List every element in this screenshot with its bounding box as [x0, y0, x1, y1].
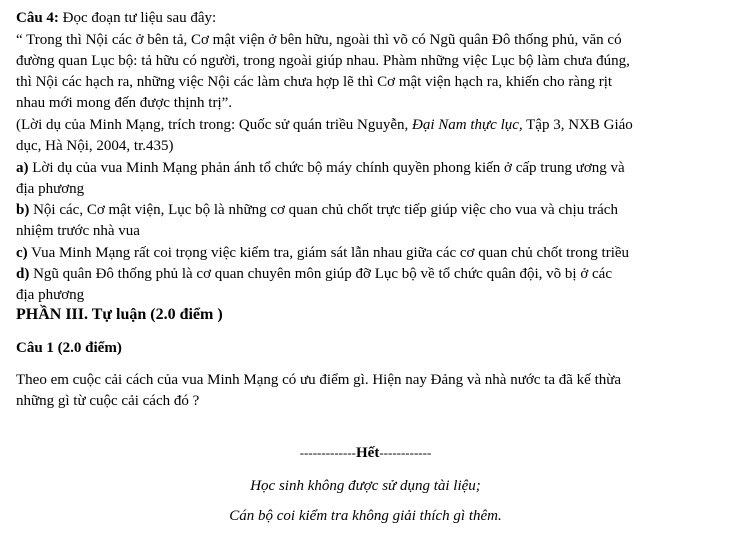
source-line-1 — [16, 116, 723, 134]
q1-text-line-2: những gì từ cuộc cải cách đó ? — [16, 393, 200, 409]
option-a — [16, 159, 723, 177]
option-d — [16, 265, 723, 283]
option-a-key: a) — [16, 160, 29, 176]
option-b-text: Nội các, Cơ mật viện, Lục bộ là những cơ quan chủ chốt trực tiếp giúp việc cho vua và chịu trách — [29, 202, 618, 218]
option-d-text: Ngũ quân Đô thống phủ là cơ quan chuyên môn giúp đỡ Lục bộ về tổ chức quân đội, võ bị ở các — [29, 266, 612, 282]
option-c-text: Vua Minh Mạng rất coi trọng việc kiểm tra, giám sát lẫn nhau giữa các cơ quan chủ chốt trong triều — [27, 245, 630, 261]
source-text-b: Tập 3, NXB Giáo — [522, 117, 633, 133]
q1-text-line-1: Theo em cuộc cải cách của vua Minh Mạng có ưu điểm gì. Hiện nay Đảng và nhà nước ta đã kế thừa — [16, 372, 622, 388]
quote-line-2: đường quan Lục bộ: tả hữu có người, trong ngoài giúp nhau. Phàm những việc Lục bộ làm chưa đúng, — [16, 53, 630, 69]
option-d-line-2: địa phương — [16, 287, 85, 303]
end-marker — [0, 444, 731, 462]
source-line-2: dục, Hà Nội, 2004, tr.435) — [16, 138, 174, 154]
quote-line-3: thì Nội các hạch ra, những việc Nội các làm chưa hợp lẽ thì Cơ mật viện hạch ra, khiến cho ràng rịt — [16, 74, 613, 90]
footer-note-2: Cán bộ coi kiểm tra không giải thích gì thêm. — [229, 508, 502, 524]
source-book-title: Đại Nam thực lục, — [411, 117, 523, 133]
end-dashes-right: ------------ — [379, 445, 432, 460]
option-b-line-2: nhiệm trước nhà vua — [16, 223, 140, 239]
quote-line-1: “ Trong thì Nội các ở bên tả, Cơ mật viện ở bên hữu, ngoài thì võ có Ngũ quân Đô thống phủ, văn có — [16, 32, 622, 48]
end-word: Hết — [356, 445, 380, 461]
option-a-line-2: địa phương — [16, 181, 85, 197]
option-d-key: d) — [16, 266, 30, 282]
option-c — [16, 244, 723, 262]
option-b-key: b) — [16, 202, 30, 218]
source-text-a: (Lời dụ của Minh Mạng, trích trong: Quốc sử quán triều Nguyễn, — [16, 117, 412, 133]
option-c-key: c) — [16, 245, 28, 261]
q4-header — [16, 9, 723, 27]
option-a-text: Lời dụ của vua Minh Mạng phản ánh tổ chức bộ máy chính quyền phong kiến ở cấp trung ương và — [28, 160, 625, 176]
quote-line-4: nhau mới mong đến được thịnh trị”. — [16, 95, 233, 111]
part3-heading: PHẦN III. Tự luận (2.0 điểm ) — [16, 306, 223, 323]
option-b — [16, 201, 723, 219]
footer-note-1: Học sinh không được sử dụng tài liệu; — [250, 478, 481, 494]
end-dashes-left: ------------- — [299, 445, 356, 460]
q4-label: Câu 4: — [16, 10, 59, 26]
q1-label: Câu 1 (2.0 điểm) — [16, 340, 122, 356]
q4-intro: Đọc đoạn tư liệu sau đây: — [62, 10, 217, 26]
